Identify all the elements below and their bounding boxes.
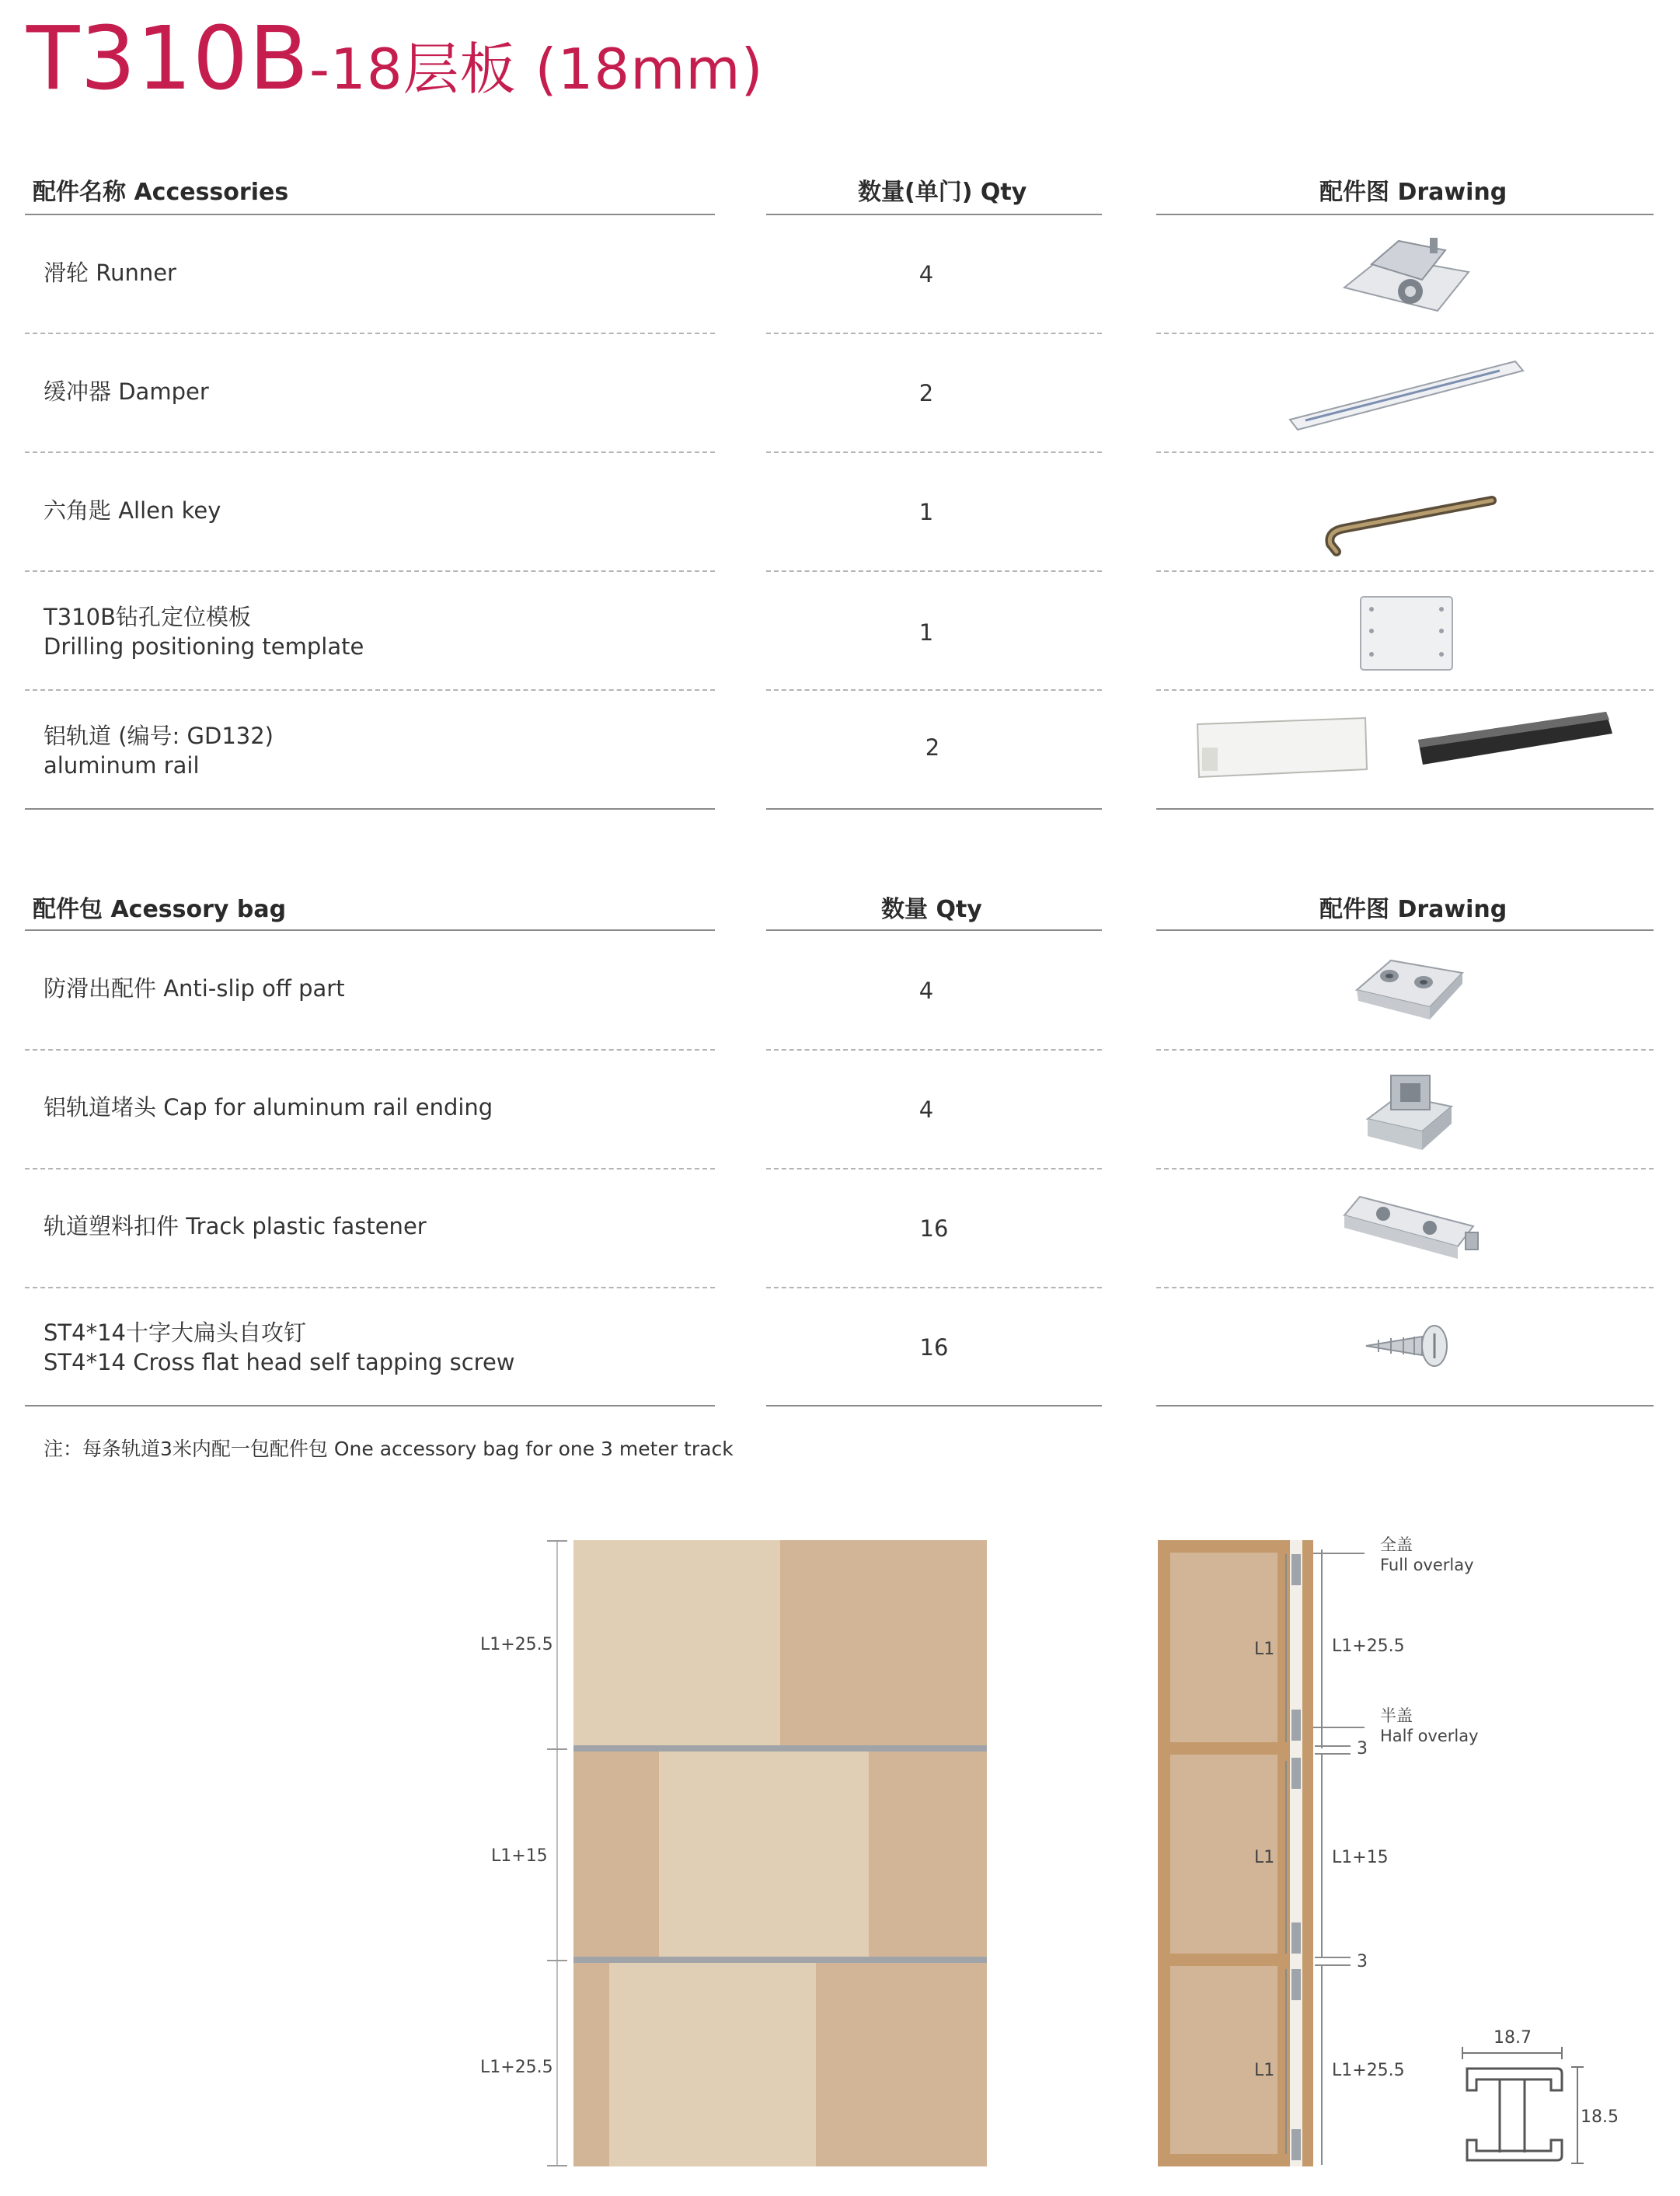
row-divider	[1156, 1287, 1654, 1288]
half-overlay-en: Half overlay	[1380, 1727, 1479, 1745]
header-rule	[25, 929, 715, 931]
hinge-icon	[1291, 1969, 1301, 2000]
header-rule	[1156, 929, 1654, 931]
bag-name-header: 配件包 Acessory bag	[33, 896, 287, 923]
dimension-tick	[547, 1748, 567, 1750]
front-dim-label: L1+25.5	[480, 2058, 553, 2077]
cap-image	[1360, 1065, 1461, 1158]
allen-key-image	[1313, 490, 1500, 559]
table-row-name: 轨道塑料扣件 Track plastic fastener	[44, 1213, 427, 1239]
profile-width-label: 18.7	[1494, 2028, 1532, 2048]
hinge-icon	[1291, 2129, 1301, 2160]
gap-line	[1315, 1957, 1351, 1958]
footnote: 注：每条轨道3米内配一包配件包 One accessory bag for one 3 meter track	[44, 1438, 734, 1460]
front-dim-label: L1+25.5	[480, 1635, 553, 1654]
table-row-qty: 4	[918, 261, 934, 288]
table-row-qty: 16	[919, 1334, 949, 1361]
row-divider	[25, 1049, 715, 1051]
accessories-name-header: 配件名称 Accessories	[33, 179, 289, 206]
gap-line	[1315, 1745, 1351, 1747]
side-left-label: L1	[1254, 1640, 1275, 1659]
door-edge	[1302, 1540, 1313, 2166]
door-panel	[573, 1963, 987, 2166]
page-title	[26, 9, 764, 110]
row-divider	[25, 570, 715, 572]
dimension-line	[1321, 1753, 1323, 1958]
table-row-name: 滑轮 Runner	[44, 260, 176, 286]
title-suffix: -18层板 (18mm)	[309, 37, 764, 102]
table-row-name: 防滑出配件 Anti-slip off part	[44, 975, 345, 1002]
panel-joint	[573, 1957, 987, 1963]
header-rule	[25, 214, 715, 215]
table-bottom-rule	[1156, 1405, 1654, 1406]
dimension-line	[1321, 1966, 1323, 2165]
table-row-name: 铝轨道堵头 Cap for aluminum rail ending	[44, 1094, 493, 1121]
side-right-label: L1+25.5	[1332, 2061, 1405, 2080]
gap-label: 3	[1357, 1739, 1368, 1759]
template-image	[1356, 592, 1457, 674]
door-panel	[573, 1540, 987, 1745]
side-right-label: L1+15	[1332, 1848, 1389, 1867]
table-row-name: 铝轨道 (编号: GD132)	[44, 723, 274, 749]
header-rule	[766, 214, 1102, 215]
door-panel	[573, 1752, 987, 1957]
rail-image	[1193, 707, 1628, 785]
table-row-qty: 1	[918, 619, 934, 646]
row-divider	[1156, 570, 1654, 572]
panel-light-area	[609, 1963, 816, 2166]
row-divider	[766, 333, 1102, 334]
panel-light-area	[573, 1540, 780, 1745]
table-row-qty: 16	[919, 1215, 949, 1242]
row-divider	[25, 689, 715, 691]
table-row-name: 六角匙 Allen key	[44, 497, 221, 524]
row-divider	[766, 451, 1102, 453]
row-divider	[766, 1287, 1102, 1288]
table-row-qty: 1	[918, 499, 934, 525]
table-bottom-rule	[25, 808, 715, 810]
row-divider	[25, 1168, 715, 1169]
row-divider	[25, 333, 715, 334]
table-row-qty: 4	[918, 1096, 934, 1123]
side-left-label: L1	[1254, 1848, 1275, 1867]
runner-image	[1337, 225, 1476, 326]
side-right-label: L1+25.5	[1332, 1637, 1405, 1656]
row-divider	[25, 451, 715, 453]
dimension-line	[1285, 1554, 1287, 1742]
full-overlay-en: Full overlay	[1380, 1556, 1474, 1574]
dimension-line	[556, 1540, 558, 2166]
bag-drawing-header: 配件图 Drawing	[1319, 896, 1507, 923]
row-divider	[1156, 333, 1654, 334]
row-divider	[766, 570, 1102, 572]
gap-line	[1315, 1964, 1351, 1966]
table-row-qty: 2	[925, 734, 940, 761]
row-divider	[1156, 689, 1654, 691]
panel-light-area	[659, 1752, 869, 1957]
hinge-icon	[1291, 1922, 1301, 1954]
screw-image	[1360, 1313, 1461, 1375]
bag-qty-header: 数量 Qty	[881, 896, 982, 923]
hinge-icon	[1291, 1710, 1301, 1741]
table-bottom-rule	[25, 1405, 715, 1406]
hinge-icon	[1291, 1554, 1301, 1585]
table-bottom-rule	[766, 1405, 1102, 1406]
anti-slip-image	[1352, 942, 1469, 1035]
profile-height-label: 18.5	[1581, 2107, 1619, 2127]
dimension-line	[1321, 1549, 1323, 1748]
hardware-gap	[1290, 1540, 1302, 2166]
table-row-name: 缓冲器 Damper	[44, 378, 209, 405]
dimension-tick	[547, 2165, 567, 2166]
rail-profile-icon	[1453, 2044, 1593, 2176]
gap-label: 3	[1357, 1952, 1368, 1971]
cabinet-compartment	[1170, 1966, 1277, 2154]
table-bottom-rule	[766, 808, 1102, 810]
table-row-name-en: aluminum rail	[44, 752, 200, 779]
row-divider	[1156, 1049, 1654, 1051]
row-divider	[766, 1049, 1102, 1051]
row-divider	[1156, 1168, 1654, 1169]
dimension-tick	[547, 1960, 567, 1961]
table-row-qty: 2	[918, 380, 934, 406]
row-divider	[766, 689, 1102, 691]
row-divider	[25, 1287, 715, 1288]
dimension-line	[1285, 1761, 1287, 1954]
accessories-qty-header: 数量(单门) Qty	[858, 179, 1027, 206]
header-rule	[766, 929, 1102, 931]
accessories-drawing-header: 配件图 Drawing	[1319, 179, 1507, 206]
table-row-name: T310B钻孔定位模板	[44, 604, 251, 630]
gap-line	[1315, 1753, 1351, 1755]
table-bottom-rule	[1156, 808, 1654, 810]
side-left-label: L1	[1254, 2061, 1275, 2080]
table-row-name-en: Drilling positioning template	[44, 633, 364, 660]
dimension-tick	[547, 1540, 567, 1542]
callout-line	[1313, 1727, 1365, 1728]
damper-image	[1282, 354, 1531, 439]
table-row-name-en: ST4*14 Cross flat head self tapping screw	[44, 1349, 515, 1375]
front-dim-label: L1+15	[491, 1846, 548, 1866]
row-divider	[766, 1168, 1102, 1169]
header-rule	[1156, 214, 1654, 215]
callout-line	[1313, 1553, 1365, 1554]
table-row-qty: 4	[918, 978, 934, 1004]
table-row-name: ST4*14十字大扁头自攻钉	[44, 1319, 306, 1346]
row-divider	[1156, 451, 1654, 453]
panel-joint	[573, 1745, 987, 1752]
hinge-icon	[1291, 1758, 1301, 1789]
title-model: T310B	[26, 9, 310, 110]
fastener-image	[1337, 1181, 1484, 1274]
half-overlay-cn: 半盖	[1380, 1706, 1413, 1725]
full-overlay-cn: 全盖	[1380, 1535, 1413, 1554]
dimension-line	[1285, 1969, 1287, 2154]
